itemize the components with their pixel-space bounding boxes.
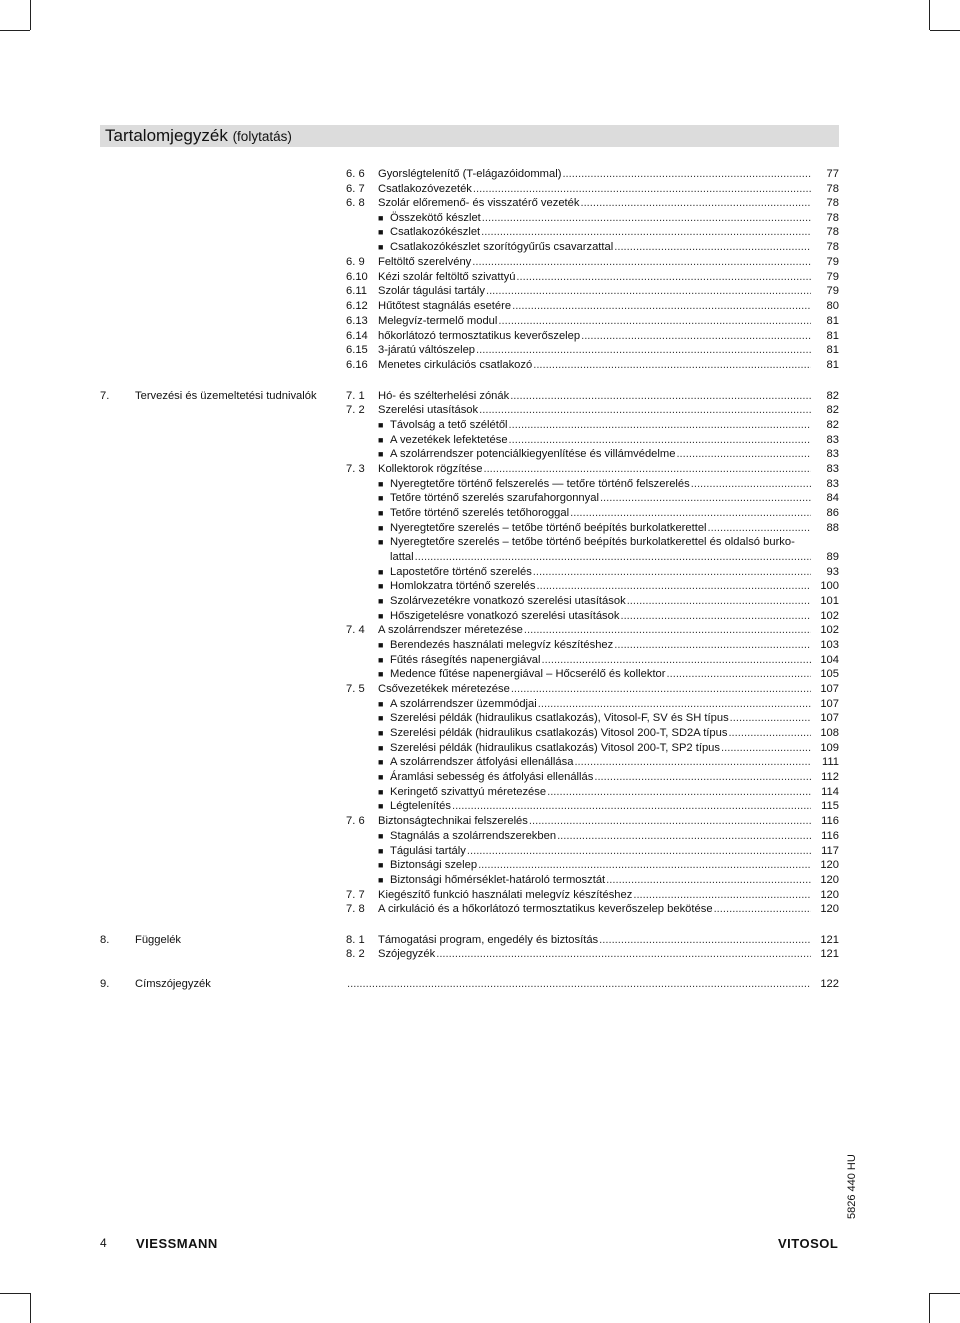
toc-number: 6.13 [346,315,368,327]
toc-text: Szójegyzék [378,948,436,960]
toc-leader [574,755,811,769]
toc-number: 8. 2 [346,948,365,960]
toc-text: Hűtőtest stagnálás esetére [378,300,512,312]
toc-page: 120 [820,889,839,901]
toc-subentry[interactable] [378,211,839,225]
toc-text: Szerelési példák (hidraulikus csatlakozás) Vitosol 200-T, SP2 típus [390,742,720,754]
toc-leader [529,814,811,828]
toc-text: Biztonsági szelep [390,859,478,871]
toc-page: 108 [820,727,839,739]
toc-entry[interactable] [346,462,839,476]
bullet-icon: ■ [378,537,384,547]
toc-leader [533,358,811,372]
toc-leader [676,447,811,461]
toc-page: 116 [821,815,839,827]
toc-number: 6. 7 [346,183,365,195]
bullet-icon: ■ [378,846,384,856]
toc-text: Menetes cirkulációs csatlakozó [378,359,533,371]
toc-subentry[interactable] [378,770,839,784]
toc-number: 7. 1 [346,390,365,402]
toc-leader [452,799,811,813]
toc-subentry[interactable] [378,858,839,872]
toc-leader [498,314,811,328]
toc-page: 83 [826,478,839,490]
toc-entry[interactable] [346,947,839,961]
chapter-number: 9. [100,978,110,990]
toc-text: Tetőre történő szerelés tetőhoroggal [390,507,570,519]
toc-text: Kiegészítő funkció használati melegvíz készítéshez [378,889,633,901]
toc-entry[interactable] [346,167,839,181]
toc-entry[interactable] [346,284,839,298]
crop-mark [930,30,960,31]
toc-text: Légtelenítés [390,800,451,812]
toc-page: 107 [820,712,839,724]
chapter-title: Tervezési és üzemeltetési tudnivalók [135,390,317,402]
toc-page: 103 [820,639,839,651]
toc-page: 120 [820,903,839,915]
toc-leader [714,902,811,916]
vitosol-logo: VITOSOL [778,1236,839,1251]
crop-mark [929,0,930,30]
toc-page: 120 [820,859,839,871]
toc-subentry[interactable] [378,491,839,505]
toc-entry[interactable] [346,182,839,196]
toc-page: 101 [820,595,839,607]
toc-text: Tetőre történő szerelés szarufahorgonnyal [390,492,599,504]
toc-leader [415,550,811,564]
toc-text: Keringető szivattyú méretezése [390,786,547,798]
toc-page: 102 [820,610,839,622]
toc-text: Fűtés rásegítés napenergiával [390,654,541,666]
toc-leader [436,947,811,961]
toc-subentry[interactable] [378,433,839,447]
toc-entry[interactable] [346,902,839,916]
page-subtitle: (folytatás) [232,129,292,144]
toc-number: 6.10 [346,271,368,283]
toc-page: 122 [820,978,839,990]
toc-text: Szerelési példák (hidraulikus csatlakozás), Vitosol-F, SV és SH típus [390,712,729,724]
toc-entry[interactable] [346,314,839,328]
toc-leader [708,521,811,535]
toc-leader [594,770,811,784]
toc-leader [557,829,811,843]
toc-number: 6. 9 [346,256,365,268]
toc-page: 120 [820,874,839,886]
bullet-icon: ■ [378,420,384,430]
toc-text: Szerelési utasítások [378,404,479,416]
bullet-icon: ■ [378,449,384,459]
toc-number: 6.15 [346,344,368,356]
bullet-icon: ■ [378,728,384,738]
crop-mark [0,1293,30,1294]
toc-page: 80 [826,300,839,312]
toc-text: Csatlakozókészlet szorítógyűrűs csavarzattal [390,241,614,253]
toc-entry[interactable] [346,977,839,991]
toc-text: Kollektorok rögzítése [378,463,483,475]
toc-page: 107 [820,683,839,695]
toc-number: 7. 2 [346,404,365,416]
toc-subentry[interactable] [378,447,839,461]
toc-text: Összekötő készlet [390,212,481,224]
page-title [105,126,292,147]
toc-number: 8. 1 [346,934,365,946]
toc-leader [721,741,811,755]
toc-page: 79 [826,271,839,283]
toc-leader [730,711,811,725]
toc-number: 6.16 [346,359,368,371]
viessmann-logo: VIESSMANN [136,1236,218,1251]
toc-text: Távolság a tető szélétől [390,419,508,431]
toc-subentry[interactable] [378,240,839,254]
toc-leader [581,329,811,343]
toc-page: 79 [826,256,839,268]
toc-entry[interactable] [346,403,839,417]
toc-text: A vezetékek lefektetése [390,434,508,446]
bullet-icon: ■ [378,787,384,797]
toc-text: Szolárvezetékre vonatkozó szerelési utasítások [390,595,626,607]
toc-text: A szolárrendszer üzemmódjai [390,698,537,710]
toc-entry[interactable] [346,358,839,372]
toc-leader [570,506,811,520]
toc-text: Nyeregtetőre történő felszerelés — tetőre történő felszerelés [390,478,690,490]
toc-number: 6.12 [346,300,368,312]
chapter-title: Címszójegyzék [135,978,211,990]
document-code: 5826 440 HU [846,1154,858,1219]
toc-text: A szolárrendszer potenciálkiegyenlítése és villámvédelme [390,448,676,460]
toc-page: 78 [826,197,839,209]
toc-page: 109 [820,742,839,754]
crop-mark [0,30,30,31]
toc-text: Hó- és szélterhelési zónák [378,390,510,402]
toc-page: 88 [826,522,839,534]
toc-number: 6.14 [346,330,368,342]
toc-text: Kézi szolár feltöltő szivattyú [378,271,516,283]
crop-mark [30,1293,31,1323]
bullet-icon: ■ [378,479,384,489]
bullet-icon: ■ [378,567,384,577]
toc-subentry[interactable] [378,711,839,725]
bullet-icon: ■ [378,831,384,841]
toc-entry[interactable] [346,389,839,403]
toc-page: 107 [820,698,839,710]
toc-leader [482,211,811,225]
toc-text: Medence fűtése napenergiával – Hőcserélő és kollektor [390,668,666,680]
page-number: 4 [100,1236,107,1250]
toc-subentry[interactable] [378,521,839,535]
toc-page: 82 [826,419,839,431]
toc-subentry[interactable] [378,609,839,623]
bullet-icon: ■ [378,699,384,709]
toc-entry[interactable] [346,888,839,902]
toc-leader [614,240,811,254]
toc-entry[interactable] [346,196,839,210]
toc-leader [479,403,811,417]
toc-leader [483,462,811,476]
toc-leader [512,299,811,313]
toc-subentry[interactable] [378,799,839,813]
toc-leader [486,284,811,298]
bullet-icon: ■ [378,860,384,870]
toc-subentry[interactable] [378,638,839,652]
toc-leader [516,270,811,284]
toc-text: Csatlakozókészlet [390,226,481,238]
toc-page: 117 [821,845,839,857]
toc-leader [472,255,811,269]
toc-subentry[interactable] [378,873,839,887]
toc-leader [562,167,811,181]
toc-entry[interactable] [346,814,839,828]
bullet-icon: ■ [378,801,384,811]
toc-page: 111 [821,756,839,768]
chapter-title: Függelék [135,934,182,946]
toc-subentry[interactable] [378,653,839,667]
toc-leader [606,873,811,887]
toc-text: Biztonsági hőmérséklet-határoló termosztát [390,874,606,886]
toc-leader [481,225,811,239]
bullet-icon: ■ [378,508,384,518]
toc-page: 78 [826,183,839,195]
toc-leader [537,579,812,593]
bullet-icon: ■ [378,493,384,503]
toc-subentry[interactable] [378,667,839,681]
toc-leader [524,623,811,637]
toc-page: 121 [820,948,839,960]
toc-entry[interactable] [346,933,839,947]
toc-page: 78 [826,226,839,238]
toc-subentry[interactable] [378,741,839,755]
toc-text: Gyorslégtelenítő (T-elágazóidommal) [378,168,562,180]
toc-page: 105 [820,668,839,680]
bullet-icon: ■ [378,435,384,445]
toc-page: 81 [826,315,839,327]
toc-text: A szolárrendszer átfolyási ellenállása [390,756,574,768]
toc-subentry[interactable] [378,225,839,239]
toc-text: Tágulási tartály [390,845,466,857]
toc-leader [478,858,811,872]
toc-number: 6. 8 [346,197,365,209]
toc-leader [542,653,811,667]
toc-page: 83 [826,434,839,446]
bullet-icon: ■ [378,581,384,591]
toc-leader [467,844,811,858]
page-title-text: Tartalomjegyzék [105,126,228,145]
toc-subentry[interactable] [378,726,839,740]
bullet-icon: ■ [378,655,384,665]
bullet-icon: ■ [378,713,384,723]
toc-page: 81 [826,330,839,342]
toc-page: 89 [826,551,839,563]
toc-leader [627,594,811,608]
toc-page: 112 [821,771,839,783]
toc-text: Nyeregtetőre szerelés – tetőbe történő beépítés burkolatkerettel [390,522,707,534]
bullet-icon: ■ [378,757,384,767]
toc-text: Szolár előremenő- és visszatérő vezeték [378,197,580,209]
toc-page: 84 [826,492,839,504]
bullet-icon: ■ [378,743,384,753]
bullet-icon: ■ [378,213,384,223]
toc-leader [510,389,811,403]
toc-entry[interactable] [346,299,839,313]
toc-page: 115 [821,800,839,812]
toc-leader [538,697,811,711]
toc-subentry[interactable] [378,477,839,491]
toc-leader [667,667,812,681]
toc-page: 83 [826,448,839,460]
toc-text: A cirkuláció és a hőkorlátozó termosztatikus keverőszelep bekötése [378,903,713,915]
toc-page: 116 [821,830,839,842]
bullet-icon: ■ [378,611,384,621]
toc-text: Csővezetékek méretezése [378,683,510,695]
toc-page: 78 [826,241,839,253]
toc-entry[interactable] [346,270,839,284]
toc-leader [533,565,811,579]
toc-page: 114 [821,786,839,798]
toc-number: 7. 4 [346,624,365,636]
bullet-icon: ■ [378,772,384,782]
toc-leader [473,182,811,196]
toc-text: Biztonságtechnikai felszerelés [378,815,528,827]
toc-leader [614,638,811,652]
bullet-icon: ■ [378,242,384,252]
toc-text: Feltöltő szerelvény [378,256,472,268]
toc-leader [509,433,811,447]
toc-text: Homlokzatra történő szerelés [390,580,536,592]
toc-number: 6.11 [346,285,367,297]
toc-number: 7. 6 [346,815,365,827]
toc-page: 81 [826,359,839,371]
toc-leader [633,888,811,902]
toc-page: 100 [820,580,839,592]
toc-page: 104 [820,654,839,666]
toc-subentry[interactable] [378,565,839,579]
toc-entry[interactable] [346,329,839,343]
toc-entry[interactable] [346,255,839,269]
toc-page: 82 [826,390,839,402]
toc-number: 7. 5 [346,683,365,695]
toc-leader [347,977,811,991]
toc-subentry[interactable] [378,785,839,799]
toc-page: 78 [826,212,839,224]
chapter-number: 8. [100,934,110,946]
toc-number: 6. 6 [346,168,365,180]
toc-number: 7. 3 [346,463,365,475]
bullet-icon: ■ [378,596,384,606]
toc-leader [509,418,811,432]
toc-subentry[interactable] [378,535,839,549]
toc-text: hőkorlátozó termosztatikus keverőszelep [378,330,581,342]
toc-leader [580,196,811,210]
toc-text: Berendezés használati melegvíz készítéshez [390,639,614,651]
toc-leader [620,609,811,623]
toc-entry[interactable] [346,682,839,696]
toc-text: Hőszigetelésre vonatkozó szerelési utasítások [390,610,620,622]
toc-subentry[interactable] [378,594,839,608]
toc-text: Nyeregtetőre szerelés – tetőbe történő beépítés burkolatkerettel és oldalsó burko- [390,536,795,548]
toc-text: Támogatási program, engedély és biztosítás [378,934,599,946]
toc-text: Szolár tágulási tartály [378,285,485,297]
toc-subentry[interactable] [378,506,839,520]
bullet-icon: ■ [378,875,384,885]
toc-text: 3-járatú váltószelep [378,344,476,356]
toc-subentry-continued[interactable] [390,550,839,564]
bullet-icon: ■ [378,523,384,533]
toc-text: Stagnálás a szolárrendszerekben [390,830,557,842]
toc-leader [547,785,811,799]
toc-leader [728,726,811,740]
toc-subentry[interactable] [378,829,839,843]
toc-leader [600,491,811,505]
toc-subentry[interactable] [378,418,839,432]
toc-leader [476,343,811,357]
toc-page: 77 [826,168,839,180]
crop-mark [929,1293,930,1323]
toc-page: 83 [826,463,839,475]
toc-number: 7. 7 [346,889,365,901]
toc-text: Csatlakozóvezeték [378,183,472,195]
toc-leader [691,477,811,491]
toc-page: 102 [820,624,839,636]
toc-text: Szerelési példák (hidraulikus csatlakozás) Vitosol 200-T, SD2A típus [390,727,728,739]
bullet-icon: ■ [378,669,384,679]
bullet-icon: ■ [378,227,384,237]
toc-number: 7. 8 [346,903,365,915]
toc-subentry[interactable] [378,697,839,711]
crop-mark [930,1293,960,1294]
toc-page: 86 [826,507,839,519]
toc-subentry[interactable] [378,844,839,858]
toc-page: 82 [826,404,839,416]
chapter-number: 7. [100,390,110,402]
toc-leader [511,682,811,696]
toc-subentry[interactable] [378,755,839,769]
toc-leader [599,933,811,947]
toc-text: Áramlási sebesség és átfolyási ellenállás [390,771,594,783]
toc-text: lattal [390,551,414,563]
toc-page: 93 [826,566,839,578]
toc-text: A szolárrendszer méretezése [378,624,523,636]
bullet-icon: ■ [378,640,384,650]
toc-text: Lapostetőre történő szerelés [390,566,532,578]
toc-page: 121 [820,934,839,946]
toc-text: Melegvíz-termelő modul [378,315,498,327]
toc-entry[interactable] [346,343,839,357]
toc-entry[interactable] [346,623,839,637]
toc-subentry[interactable] [378,579,839,593]
toc-page: 81 [826,344,839,356]
crop-mark [30,0,31,30]
toc-page: 79 [826,285,839,297]
